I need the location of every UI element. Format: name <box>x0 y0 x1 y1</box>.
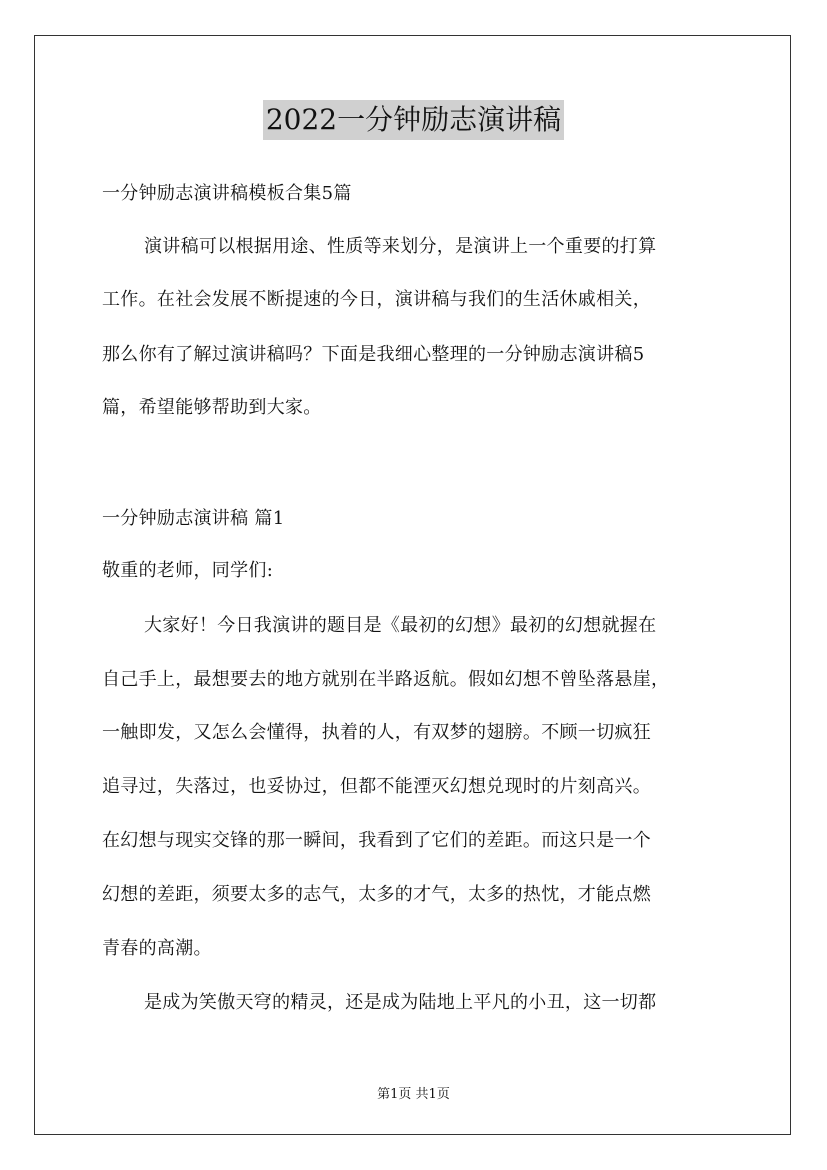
paragraph-line: 篇，希望能够帮助到大家。 <box>102 397 322 418</box>
paragraph-line: 幻想的差距，须要太多的志气，太多的才气，太多的热忱，才能点燃 <box>102 884 651 905</box>
paragraph-line: 大家好！今日我演讲的题目是《最初的幻想》最初的幻想就握在 <box>144 615 657 636</box>
title-container <box>0 100 827 140</box>
document-title: 2022一分钟励志演讲稿 <box>263 100 564 140</box>
paragraph-line: 是成为笑傲天穹的精灵，还是成为陆地上平凡的小丑，这一切都 <box>144 992 657 1013</box>
salutation: 敬重的老师，同学们: <box>102 560 274 581</box>
paragraph-line: 追寻过，失落过，也妥协过，但都不能湮灭幻想兑现时的片刻高兴。 <box>102 776 651 797</box>
paragraph-line: 一触即发，又怎么会懂得，执着的人，有双梦的翅膀。不顾一切疯狂 <box>102 722 651 743</box>
subtitle: 一分钟励志演讲稿模板合集5篇 <box>102 183 352 204</box>
paragraph-line: 在幻想与现实交锋的那一瞬间，我看到了它们的差距。而这只是一个 <box>102 830 651 851</box>
page-footer: 第1页 共1页 <box>377 1087 450 1102</box>
section-heading: 一分钟励志演讲稿 篇1 <box>102 508 285 529</box>
paragraph-line: 那么你有了解过演讲稿吗？下面是我细心整理的一分钟励志演讲稿5 <box>102 344 645 365</box>
paragraph-line: 演讲稿可以根据用途、性质等来划分，是演讲上一个重要的打算 <box>144 236 657 257</box>
paragraph-line: 青春的高潮。 <box>102 938 212 959</box>
paragraph-line: 工作。在社会发展不断提速的今日，演讲稿与我们的生活休戚相关， <box>102 289 651 310</box>
paragraph-line: 自己手上，最想要去的地方就别在半路返航。假如幻想不曾坠落悬崖， <box>102 669 670 690</box>
